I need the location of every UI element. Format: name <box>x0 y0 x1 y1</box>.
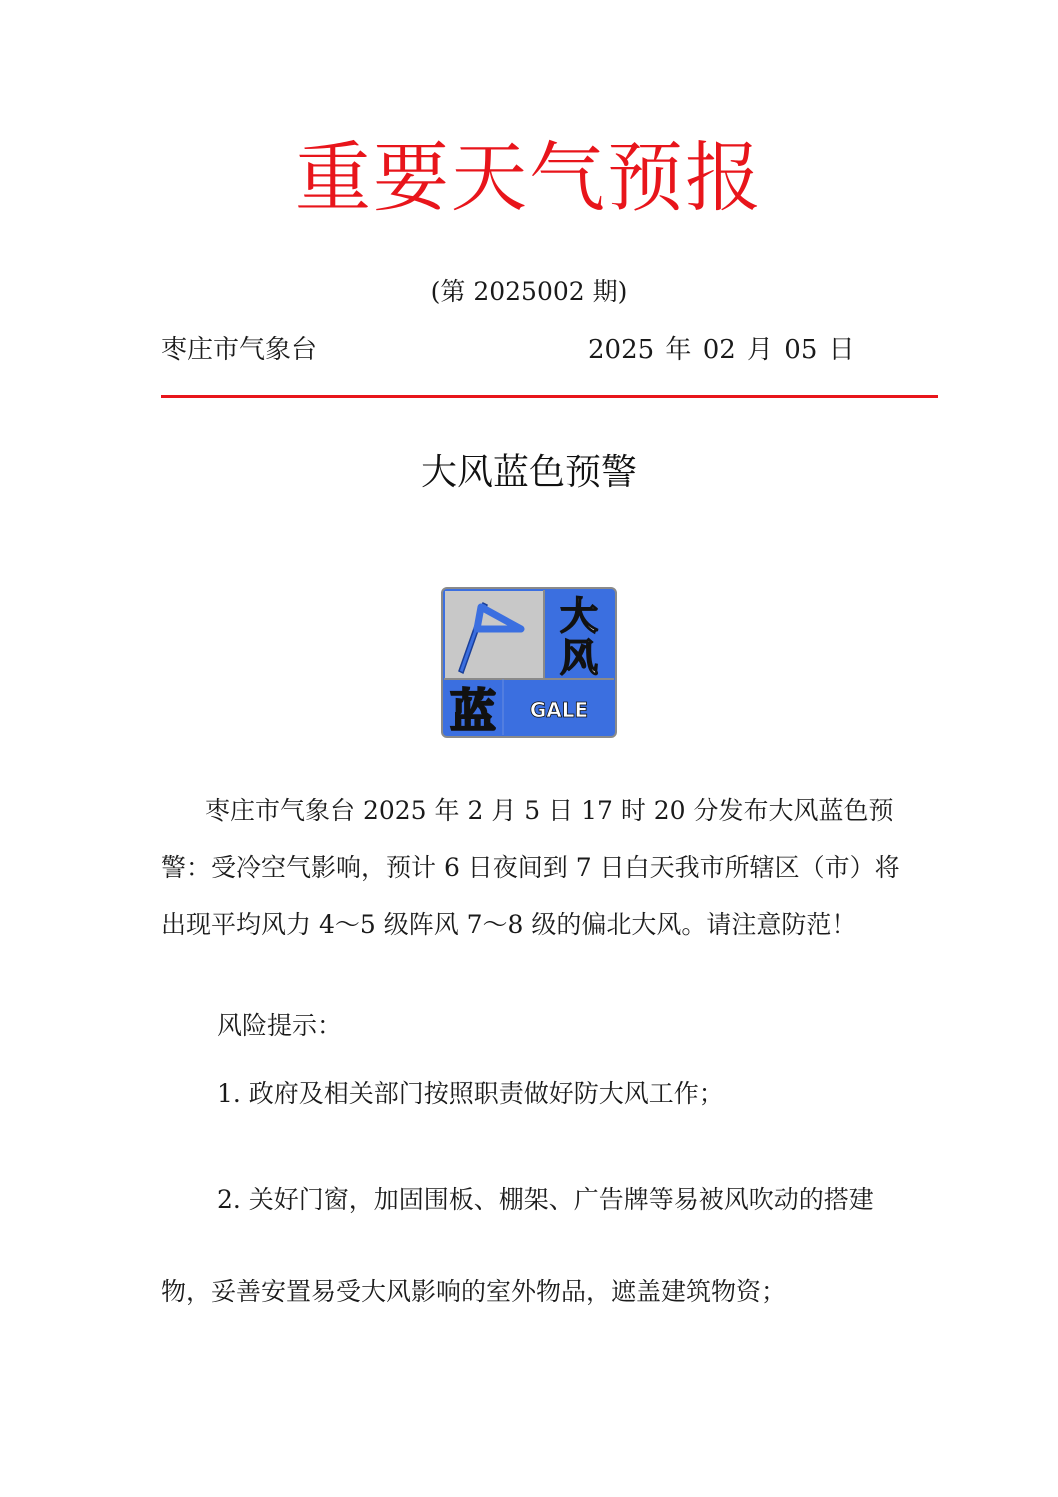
icon-color-char: 蓝 <box>450 684 496 738</box>
icon-char-top: 大 <box>559 594 599 638</box>
gale-blue-warning-icon <box>441 587 617 738</box>
issue-date: 2025 年 02 月 05 日 <box>588 335 855 365</box>
risk-tip-item: 1. 政府及相关部门按照职责做好防大风工作； <box>217 1079 724 1108</box>
red-divider-line <box>161 395 938 398</box>
warning-title: 大风蓝色预警 <box>420 452 637 493</box>
document-title: 重要天气预报 <box>295 133 763 222</box>
risk-tips-label: 风险提示： <box>217 1011 343 1040</box>
icon-english-label: GALE <box>529 698 589 722</box>
warning-paragraph: 枣庄市气象台 2025 年 2 月 5 日 17 时 20 分发布大风蓝色预警：受冷空气影响，预计 6 日夜间到 7 日白天我市所辖区（市）将出现平均风力 4～5 级阵风 7～8 级的偏北大风。请注意防范！ <box>161 796 900 939</box>
risk-tip-item: 2. 关好门窗，加固围板、棚架、广告牌等易被风吹动的搭建物，妥善安置易受大风影响的室外物品，遮盖建筑物资； <box>161 1185 874 1306</box>
icon-char-bottom: 风 <box>559 636 599 680</box>
issue-number: (第 2025002 期) <box>430 277 628 306</box>
issuer-name: 枣庄市气象台 <box>161 335 318 365</box>
flag-panel <box>445 591 543 679</box>
